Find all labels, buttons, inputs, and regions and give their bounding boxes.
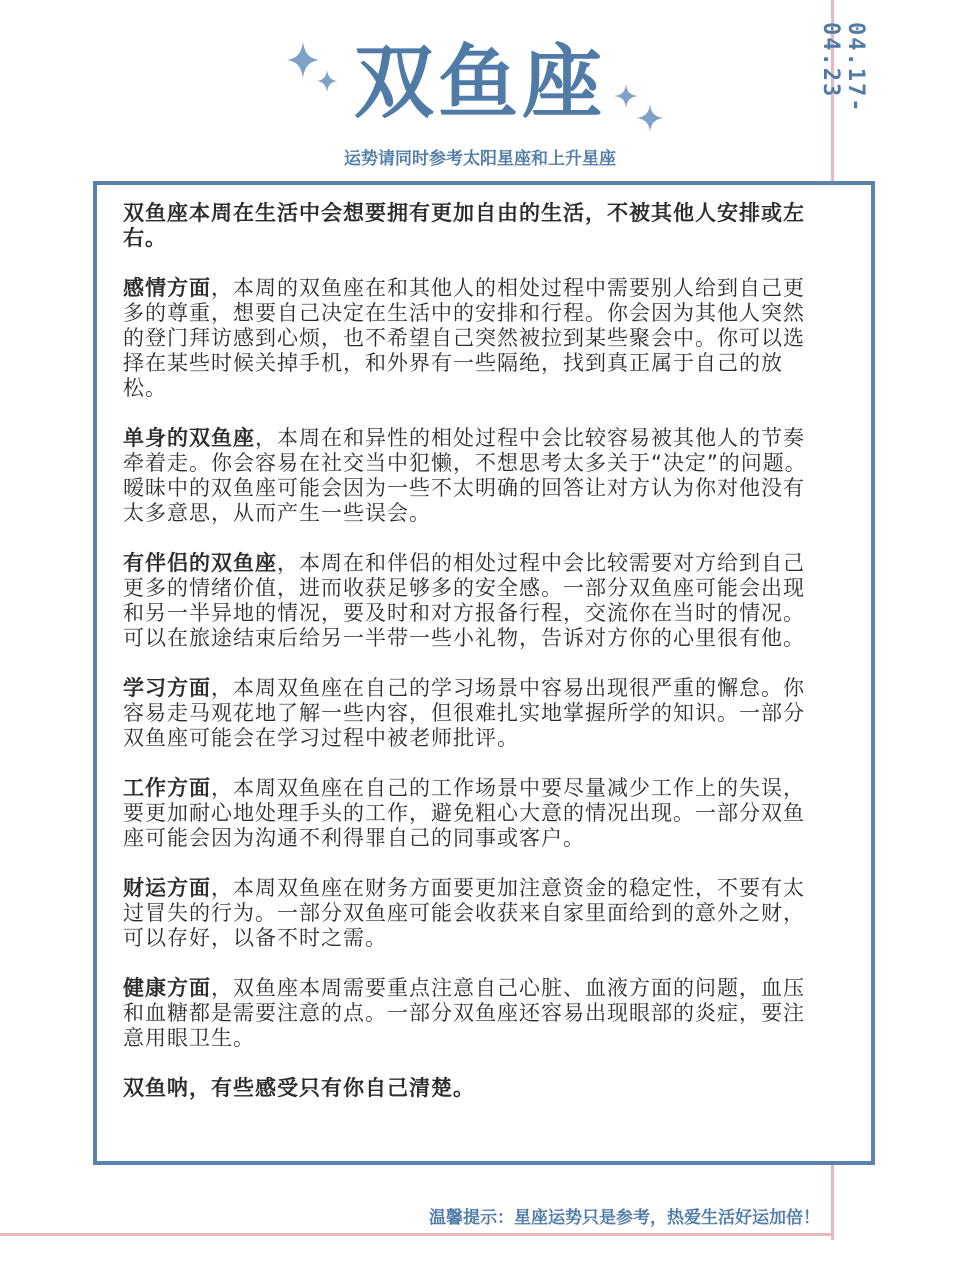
section-love bbox=[123, 276, 823, 401]
section-single bbox=[123, 426, 823, 526]
section-heading: 健康方面 bbox=[123, 976, 211, 1000]
section-partnered bbox=[123, 551, 823, 651]
content-frame bbox=[93, 181, 875, 1165]
section-text: ，本周双鱼座在财务方面要更加注意资金的稳定性，不要有太过冒失的行为。一部分双鱼座可能会收获来自家里面给到的意外之财，可以存好，以备不时之需。 bbox=[123, 876, 805, 950]
date-range: 04.17-04.23 bbox=[818, 22, 868, 114]
section-heading: 财运方面 bbox=[123, 876, 211, 900]
section-finance bbox=[123, 876, 823, 951]
section-text: ，本周在和伴侣的相处过程中会比较需要对方给到自己更多的情绪价值，进而收获足够多的安全感。一部分双鱼座可能会出现和另一半异地的情况，要及时和对方报备行程，交流你在当时的情况。可以在旅途结束后给另一半带一些小礼物，告诉对方你的心里很有他。 bbox=[123, 551, 805, 650]
section-text: ，本周双鱼座在自己的工作场景中要尽量减少工作上的失误，要更加耐心地处理手头的工作，避免粗心大意的情况出现。一部分双鱼座可能会因为沟通不利得罪自己的同事或客户。 bbox=[123, 776, 805, 850]
section-study bbox=[123, 676, 823, 751]
article-body bbox=[123, 201, 823, 1101]
lead-paragraph: 双鱼座本周在生活中会想要拥有更加自由的生活，不被其他人安排或左右。 bbox=[123, 201, 805, 250]
section-heading: 学习方面 bbox=[123, 676, 211, 700]
section-text: ，本周双鱼座在自己的学习场景中容易出现很严重的懈怠。你容易走马观花地了解一些内容，但很难扎实地掌握所学的知识。一部分双鱼座可能会在学习过程中被老师批评。 bbox=[123, 676, 805, 750]
section-heading: 感情方面 bbox=[123, 276, 211, 300]
section-health bbox=[123, 976, 823, 1051]
section-text: ，本周在和异性的相处过程中会比较容易被其他人的节奏牵着走。你会容易在社交当中犯懒，不想思考太多关于“决定”的问题。暧昧中的双鱼座可能会因为一些不太明确的回答让对方认为你对他没有太多意思，从而产生一些误会。 bbox=[123, 426, 807, 525]
section-text: ，双鱼座本周需要重点注意自己心脏、血液方面的问题，血压和血糖都是需要注意的点。一部分双鱼座还容易出现眼部的炎症，要注意用眼卫生。 bbox=[123, 976, 805, 1050]
pink-horizontal-line bbox=[0, 1233, 834, 1236]
section-heading: 工作方面 bbox=[123, 776, 211, 800]
section-heading: 单身的双鱼座 bbox=[123, 426, 255, 450]
subtitle: 运势请同时参考太阳星座和上升星座 bbox=[344, 149, 616, 169]
section-work bbox=[123, 776, 823, 851]
section-text: ，本周的双鱼座在和其他人的相处过程中需要别人给到自己更多的尊重，想要自己决定在生活中的安排和行程。你会因为其他人突然的登门拜访感到心烦，也不希望自己突然被拉到某些聚会中。你可以选择在某些时候关掉手机，和外界有一些隔绝，找到真正属于自己的放松。 bbox=[123, 276, 805, 400]
footer-tip: 温馨提示：星座运势只是参考，热爱生活好运加倍！ bbox=[429, 1208, 820, 1228]
section-heading: 有伴侣的双鱼座 bbox=[123, 551, 277, 575]
page-title: 双鱼座 bbox=[354, 36, 606, 129]
closing-line: 双鱼呐，有些感受只有你自己清楚。 bbox=[123, 1076, 475, 1100]
